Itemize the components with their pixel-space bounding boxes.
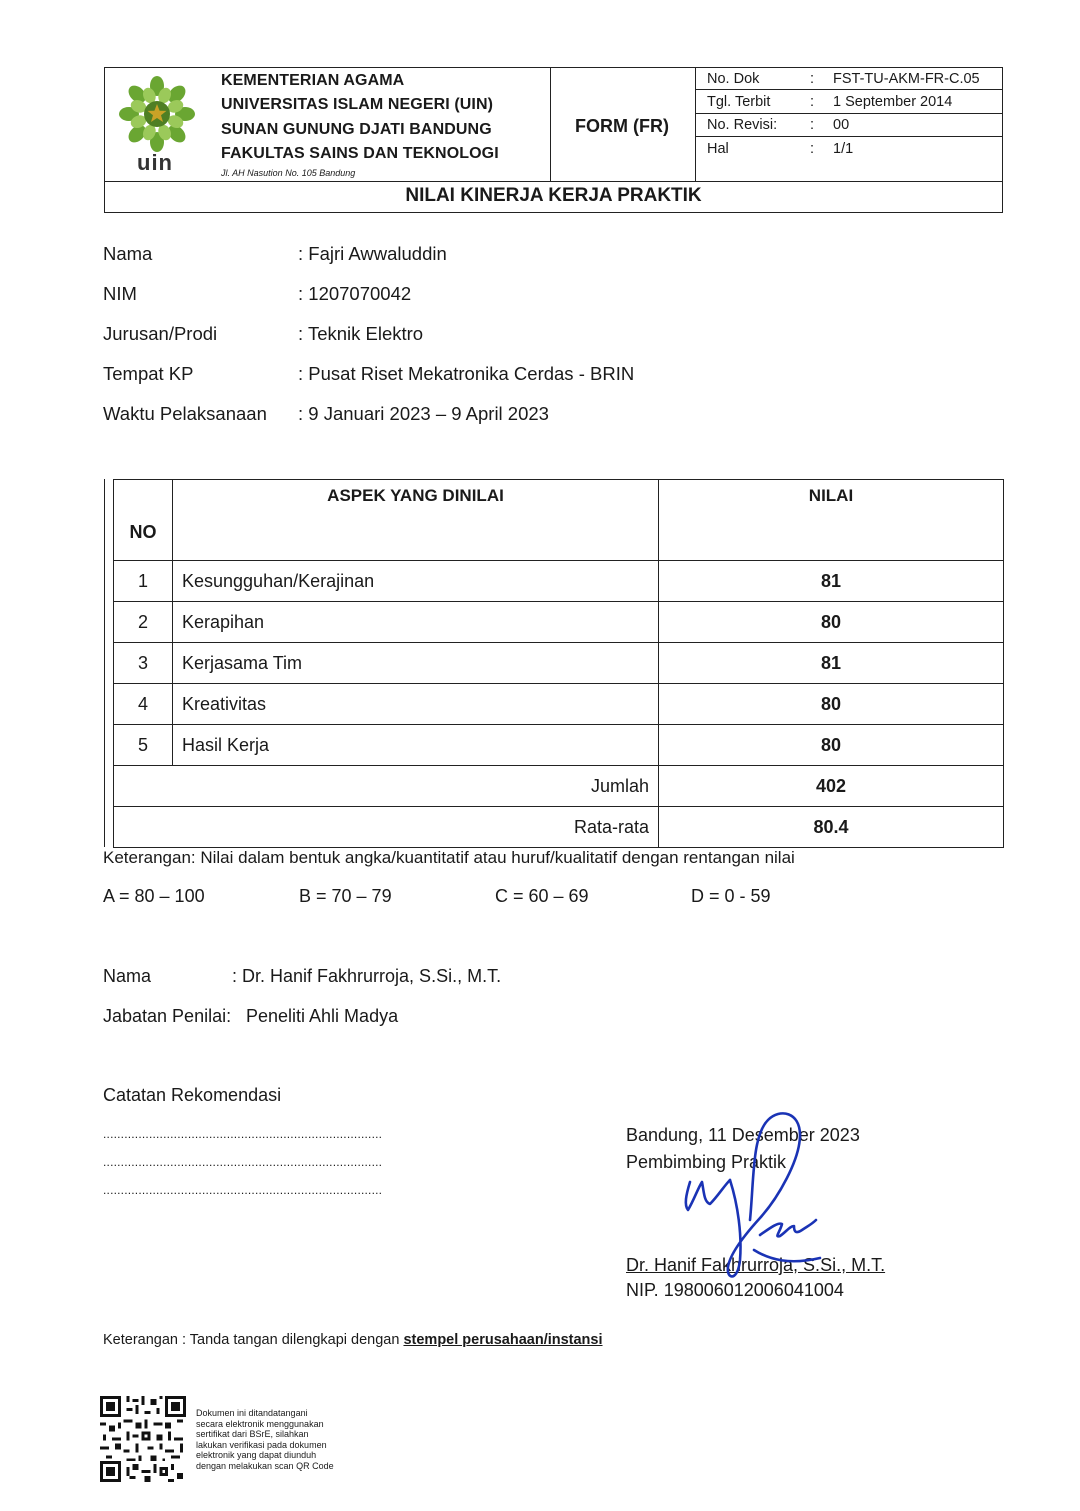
footer-note: Keterangan : Tanda tangan dilengkapi dengan stempel perusahaan/instansi [103,1332,603,1348]
institution-line-3: SUNAN GUNUNG DJATI BANDUNG [221,121,492,138]
table-row [114,561,1004,602]
table-row [114,725,1004,766]
handwritten-signature [670,1100,860,1285]
signature-nip: NIP. 198006012006041004 [626,1280,844,1300]
meta-value-revision: 00 [833,117,850,133]
table-header-row [114,480,1004,561]
student-label-department: Jurusan/Prodi [103,323,218,344]
table-outer-border [104,479,105,847]
meta-key-doc: No. Dok [707,71,760,87]
form-label: FORM (FR) [575,116,669,136]
row-aspect: Kerjasama Tim [173,643,659,684]
qr-caption: Dokumen ini ditandatangani secara elektronik menggunakan sertifikat dari BSrE, silahkan lakukan verifikasi pada dokumen elektronik yang dapat diunduh dengan melakukan scan QR Code [196,1408,334,1471]
meta-value-date: 1 September 2014 [833,94,953,110]
total-row [114,766,1004,807]
uin-logo [115,74,199,178]
row-aspect: Hasil Kerja [173,725,659,766]
meta-colon: : [810,117,815,133]
row-value: 81 [659,643,1004,684]
average-label: Rata-rata [114,807,659,848]
row-no: 2 [114,602,173,643]
header-value: NILAI [808,486,854,505]
row-aspect: Kesungguhan/Kerajinan [173,561,659,602]
student-value-nim: : 1207070042 [298,283,412,304]
signature-role: Pembimbing Praktik [626,1152,787,1172]
institution-line-1: KEMENTERIAN AGAMA [221,72,405,89]
row-value: 81 [659,561,1004,602]
recommendation-line: ............................................................................... [103,1127,383,1141]
assessor-name-value: : Dr. Hanif Fakhrurroja, S.Si., M.T. [232,966,502,986]
institution-address: Jl. AH Nasution No. 105 Bandung [221,168,356,178]
header-aspect: ASPEK YANG DINILAI [327,486,504,505]
recommendation-line: ............................................................................... [103,1155,383,1169]
total-value: 402 [659,766,1004,807]
meta-key-revision: No. Revisi: [707,117,778,133]
meta-colon: : [810,71,815,87]
student-label-nim: NIM [103,283,137,304]
row-value: 80 [659,725,1004,766]
institution-line-4: FAKULTAS SAINS DAN TEKNOLOGI [221,145,499,162]
grade-d: D = 0 - 59 [691,886,771,906]
meta-key-page: Hal [707,141,729,157]
score-table [113,479,1004,848]
qr-code [100,1396,186,1482]
table-row [114,684,1004,725]
document-header [104,67,1003,213]
meta-colon: : [810,94,815,110]
student-value-name: : Fajri Awwaluddin [298,243,447,264]
row-no: 3 [114,643,173,684]
row-value: 80 [659,602,1004,643]
recommendation-title: Catatan Rekomendasi [103,1085,282,1105]
institution-line-2: UNIVERSITAS ISLAM NEGERI (UIN) [221,96,494,113]
header-no: NO [129,522,157,542]
uin-logo-emblem [115,74,199,154]
row-no: 5 [114,725,173,766]
meta-colon: : [810,141,815,157]
meta-key-date: Tgl. Terbit [707,94,771,110]
table-row [114,602,1004,643]
total-label: Jumlah [114,766,659,807]
student-label-place: Tempat KP [103,363,194,384]
student-value-period: : 9 Januari 2023 – 9 April 2023 [298,403,549,424]
grade-c: C = 60 – 69 [495,886,589,906]
table-row [114,643,1004,684]
student-value-department: : Teknik Elektro [298,323,424,344]
recommendation-line: ............................................................................... [103,1183,383,1197]
row-aspect: Kerapihan [173,602,659,643]
logo-text: uin [137,150,173,175]
grade-a: A = 80 – 100 [103,886,205,906]
signature-name: Dr. Hanif Fakhrurroja, S.Si., M.T. [626,1255,886,1275]
row-aspect: Kreativitas [173,684,659,725]
grade-b: B = 70 – 79 [299,886,392,906]
grade-note: Keterangan: Nilai dalam bentuk angka/kuantitatif atau huruf/kualitatif dengan rentangan nilai [103,848,795,867]
document-title: NILAI KINERJA KERJA PRAKTIK [405,185,702,206]
row-no: 1 [114,561,173,602]
average-value: 80.4 [659,807,1004,848]
assessor-position-value: Peneliti Ahli Madya [246,1006,399,1026]
assessor-position-label: Jabatan Penilai: [103,1006,232,1026]
student-label-name: Nama [103,243,153,264]
average-row [114,807,1004,848]
row-no: 4 [114,684,173,725]
student-value-place: : Pusat Riset Mekatronika Cerdas - BRIN [298,363,635,384]
meta-value-page: 1/1 [833,141,854,157]
student-label-period: Waktu Pelaksanaan [103,403,267,424]
meta-value-doc: FST-TU-AKM-FR-C.05 [833,71,980,87]
signature-place-date: Bandung, 11 Desember 2023 [626,1125,860,1145]
assessor-name-label: Nama [103,966,152,986]
row-value: 80 [659,684,1004,725]
